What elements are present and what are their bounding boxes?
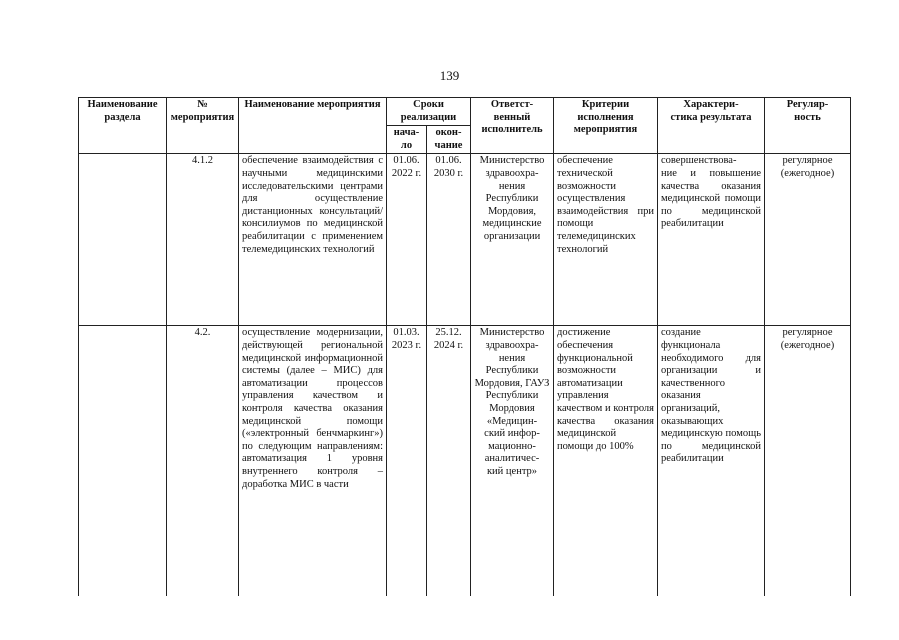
row-end: 25.12. 2024 г. <box>427 326 471 596</box>
row-result: совершенствова- ние и повышение качества оказания медицинской помощи по медицинской реабилитации <box>658 154 765 326</box>
row-start: 01.03. 2023 г. <box>387 326 427 596</box>
row-start: 01.06. 2022 г. <box>387 154 427 326</box>
row-name: обеспечение взаимодействия с научными медицинскими исследовательскими центрами для осуществление дистанционных консультаций/консилиумов по медицинской реабилитации с применением телемедицинских технологий <box>239 154 387 326</box>
row-number: 4.2. <box>167 326 239 596</box>
page-number: 139 <box>439 68 460 83</box>
header-deadlines: Сроки реализации <box>387 98 471 126</box>
header-name: Наименование мероприятия <box>239 98 387 154</box>
table-header-row <box>79 98 851 126</box>
header-executor: Ответст- венный исполнитель <box>471 98 554 154</box>
header-regularity: Регуляр- ность <box>765 98 851 154</box>
row-number: 4.1.2 <box>167 154 239 326</box>
header-criteria: Критерии исполнения мероприятия <box>554 98 658 154</box>
row-name: осуществление модернизации, действующей региональной медицинской информационной системы (далее – МИС) для автоматизации процессов управления качеством и контроля качества оказания медицинской помощи («электронный бенчмаркинг») по следующим направлениям: автоматизация 1 уровня внутреннего контроля – доработка МИС в части <box>239 326 387 596</box>
row-regularity: регулярное (ежегодное) <box>765 154 851 326</box>
header-section: Наименование раздела <box>79 98 167 154</box>
header-number: № мероприятия <box>167 98 239 154</box>
header-end: окон- чание <box>427 126 471 154</box>
row-executor: Министерство здравоохра- нения Республики Мордовия, медицинские организации <box>471 154 554 326</box>
row-end: 01.06. 2030 г. <box>427 154 471 326</box>
header-start: нача- ло <box>387 126 427 154</box>
row-criteria: обеспечение технической возможности осуществления взаимодействия при помощи телемедицинских технологий <box>554 154 658 326</box>
row-criteria: достижение обеспечения функциональной возможности автоматизации управления качеством и контроля качества оказания медицинской помощи до 100% <box>554 326 658 596</box>
row-section <box>79 326 167 596</box>
header-result: Характери- стика результата <box>658 98 765 154</box>
table-row <box>79 326 851 596</box>
row-section <box>79 154 167 326</box>
row-executor: Министерство здравоохра- нения Республики Мордовия, ГАУЗ Республики Мордовия «Медицин- ский инфор- мационно- аналитичес- кий центр» <box>471 326 554 596</box>
row-result: создание функционала необходимого для организации и качественного оказания организаций, оказывающих медицинскую помощь по медицинской реабилитации <box>658 326 765 596</box>
activities-table <box>78 97 851 596</box>
row-regularity: регулярное (ежегодное) <box>765 326 851 596</box>
table-row <box>79 154 851 326</box>
